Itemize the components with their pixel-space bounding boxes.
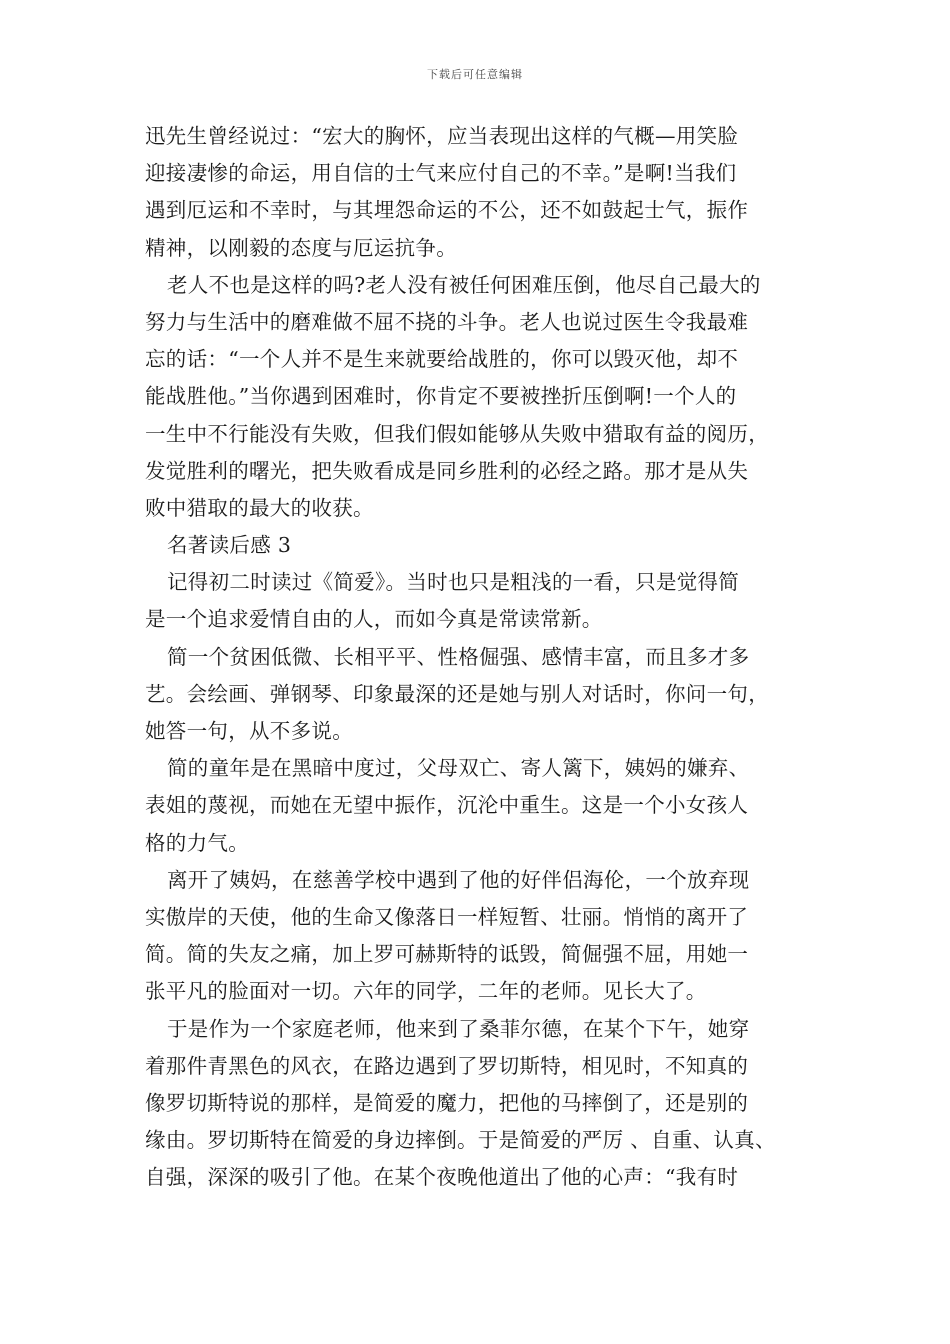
text-line: 像罗切斯特说的那样，是简爱的魔力，把他的马摔倒了，还是别的: [145, 1090, 749, 1115]
text-line: 精神，以刚毅的态度与厄运抗争。: [145, 235, 457, 260]
document-body: [145, 118, 825, 1196]
text-line: 简。简的失友之痛，加上罗可赫斯特的诋毁，简倔强不屈，用她一: [145, 942, 749, 967]
text-line: 发觉胜利的曙光，把失败看成是同乡胜利的必经之路。那才是从失: [145, 458, 749, 483]
text-line: 艺。会绘画、弹钢琴、印象最深的还是她与别人对话时，你问一句，: [145, 681, 769, 706]
text-line: 简一个贫困低微、长相平平、性格倔强、感情丰富，而且多才多: [167, 644, 750, 669]
text-line: 老人不也是这样的吗?老人没有被任何困难压倒，他尽自己最大的: [167, 272, 761, 297]
text-line: 着那件青黑色的风衣，在路边遇到了罗切斯特，相见时，不知真的: [145, 1053, 749, 1078]
text-line: 缘由。罗切斯特在简爱的身边摔倒。于是简爱的严厉 、自重、认真、: [145, 1128, 776, 1153]
text-line: 表姐的蔑视，而她在无望中振作，沉沦中重生。这是一个小女孩人: [145, 793, 749, 818]
text-line: 迎接凄惨的命运，用自信的士气来应付自己的不幸。”是啊!当我们: [145, 161, 737, 186]
text-line: 记得初二时读过《简爱》。当时也只是粗浅的一看，只是觉得简: [167, 570, 740, 595]
text-line: 忘的话：“一个人并不是生来就要给战胜的，你可以毁灭他，却不: [145, 347, 739, 372]
text-line: 简的童年是在黑暗中度过，父母双亡、寄人篱下，姨妈的嫌弃、: [167, 756, 750, 781]
text-line: 遇到厄运和不幸时，与其埋怨命运的不公，还不如鼓起士气，振作: [145, 198, 749, 223]
text-line: 格的力气。: [145, 830, 249, 855]
text-line: 自强，深深的吸引了他。在某个夜晚他道出了他的心声：“我有时: [145, 1165, 739, 1190]
text-line: 一生中不行能没有失败，但我们假如能够从失败中猎取有益的阅历，: [145, 421, 769, 446]
text-line: 名著读后感 3: [167, 533, 292, 558]
text-line: 能战胜他。”当你遇到困难时，你肯定不要被挫折压倒啊!一个人的: [145, 384, 737, 409]
text-line: 迅先生曾经说过：“宏大的胸怀，应当表现出这样的气概—用笑脸: [145, 124, 739, 148]
text-line: 离开了姨妈，在慈善学校中遇到了他的好伴侣海伦，一个放弃现: [167, 867, 750, 892]
text-line: 张平凡的脸面对一切。六年的同学，二年的老师。见长大了。: [145, 979, 707, 1004]
text-line: 败中猎取的最大的收获。: [145, 495, 374, 520]
text-line: 是一个追求爱情自由的人，而如今真是常读常新。: [145, 607, 603, 632]
text-line: 努力与生活中的磨难做不屈不挠的斗争。老人也说过医生令我最难: [145, 309, 749, 334]
text-line: 实傲岸的天使，他的生命又像落日一样短暂、壮丽。悄悄的离开了: [145, 904, 749, 929]
page-header: 下载后可任意编辑: [427, 68, 523, 81]
text-line: 她答一句，从不多说。: [145, 719, 353, 743]
text-line: 于是作为一个家庭老师，他来到了桑菲尔德，在某个下午，她穿: [167, 1016, 750, 1041]
